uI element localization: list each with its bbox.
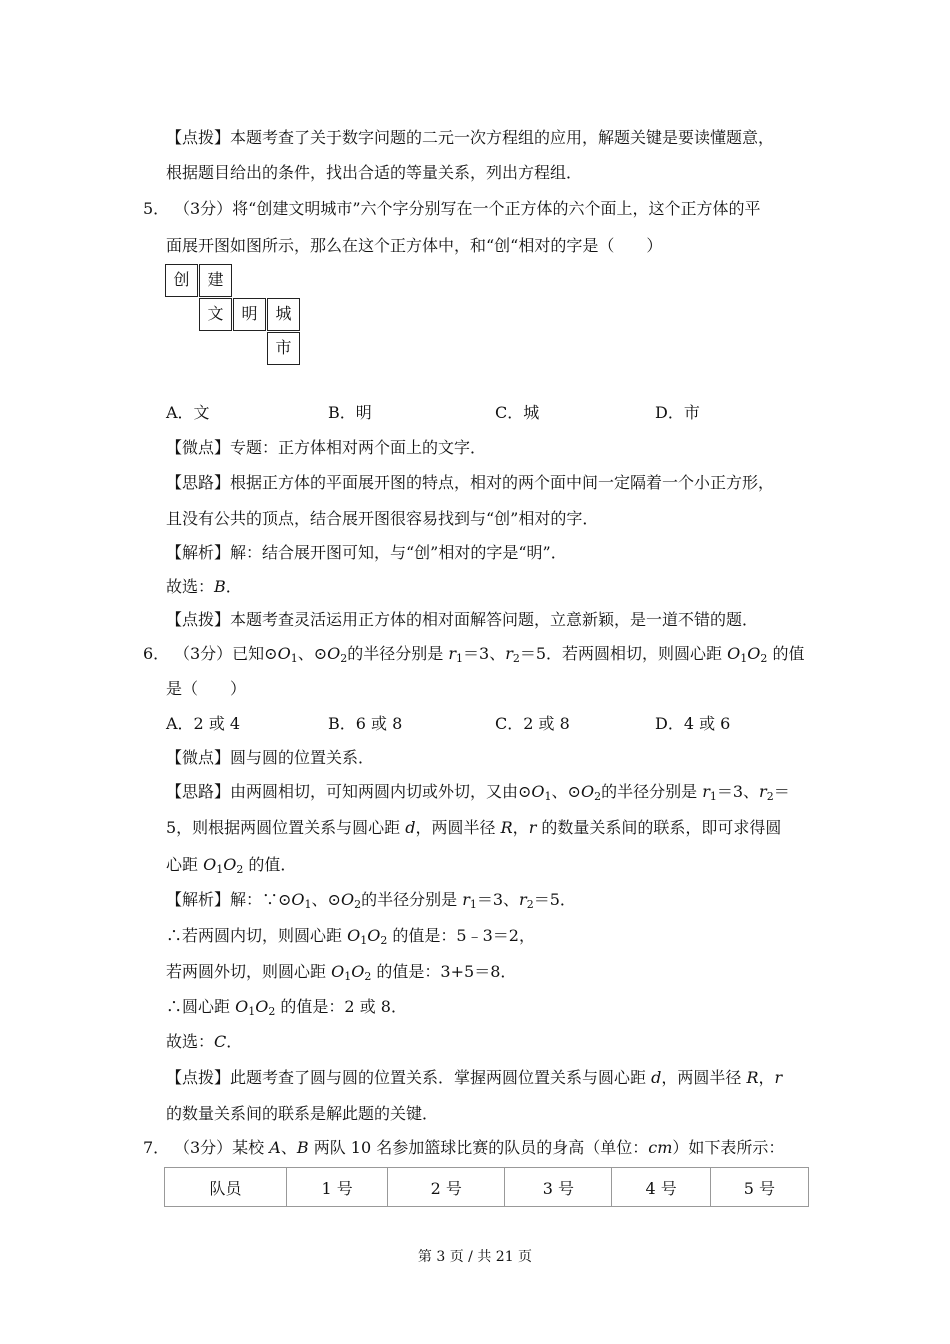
table-header-cell: 4 号 <box>612 1168 710 1207</box>
q5-option-b: B．明 <box>328 403 372 422</box>
q5-silu-line2: 且没有公共的顶点，结合展开图很容易找到与“创”相对的字． <box>166 509 599 528</box>
q6-weidian: 【微点】圆与圆的位置关系． <box>166 748 375 767</box>
q6-option-c: C．2 或 8 <box>495 714 570 733</box>
q5-jiexi: 【解析】解：结合展开图可知，与“创”相对的字是“明”． <box>166 543 567 562</box>
height-table <box>164 1167 809 1207</box>
q6-jiexi-line4: ∴圆心距 $O_1O_2$ 的值是：2 或 8． <box>166 997 407 1018</box>
q6-option-d: D．4 或 6 <box>655 714 731 733</box>
question-5-number: 5． <box>143 199 170 218</box>
q6-silu-line3: 心距 $O_1O_2$ 的值． <box>166 855 297 876</box>
net-face-chuang: 创 <box>165 264 198 297</box>
q5-option-a: A．文 <box>166 403 210 422</box>
q6-jiexi-line3: 若两圆外切，则圆心距 $O_1O_2$ 的值是：3+5＝8． <box>166 962 517 983</box>
q6-answer: 故选：C． <box>166 1032 243 1051</box>
q5-silu-line1: 【思路】根据正方体的平面展开图的特点，相对的两个面中间一定隔着一个小正方形， <box>166 473 775 492</box>
hint-paragraph-line2: 根据题目给出的条件，找出合适的等量关系，列出方程组． <box>166 163 583 182</box>
table-header-cell: 1 号 <box>287 1168 388 1207</box>
q6-option-b: B．6 或 8 <box>328 714 403 733</box>
question-6-stem-line2: 是（ ） <box>166 679 247 698</box>
question-7-stem: （3分）某校 A、B 两队 10 名参加篮球比赛的队员的身高（单位：cm）如下表所示： <box>174 1138 785 1157</box>
table-header-cell: 队员 <box>165 1168 287 1207</box>
q6-dianbo-line2: 的数量关系间的联系是解此题的关键． <box>166 1104 439 1123</box>
hint-paragraph-line1: 【点拨】本题考查了关于数字问题的二元一次方程组的应用，解题关键是要读懂题意， <box>166 128 775 147</box>
q5-dianbo: 【点拨】本题考查灵活运用正方体的相对面解答问题，立意新颖，是一道不错的题． <box>166 610 759 629</box>
net-face-wen: 文 <box>199 298 232 331</box>
cube-net-figure <box>165 264 305 368</box>
table-row <box>165 1168 809 1207</box>
q5-answer: 故选：B． <box>166 577 242 596</box>
question-7-number: 7． <box>143 1138 170 1157</box>
q6-silu-line1: 【思路】由两圆相切，可知两圆内切或外切，又由$⊙O_1$、$⊙O_2$的半径分别是 $r_1=3$、$r_2=$ <box>166 782 790 803</box>
question-5-stem-line2: 面展开图如图所示，那么在这个正方体中，和“创“相对的字是（ ） <box>166 236 663 255</box>
net-face-jian: 建 <box>199 264 232 297</box>
q6-jiexi-line2: ∴若两圆内切，则圆心距 $O_1O_2$ 的值是：5﹣3＝2， <box>166 926 535 947</box>
table-header-cell: 5 号 <box>710 1168 808 1207</box>
question-5-stem-line1: （3分）将“创建文明城市”六个字分别写在一个正方体的六个面上，这个正方体的平 <box>174 199 761 218</box>
q6-dianbo-line1: 【点拨】此题考查了圆与圆的位置关系．掌握两圆位置关系与圆心距 d，两圆半径 R，r <box>166 1068 783 1087</box>
q6-silu-line2: 5，则根据两圆位置关系与圆心距 d，两圆半径 R，r 的数量关系间的联系，即可求得圆 <box>166 818 782 837</box>
q5-option-c: C．城 <box>495 403 540 422</box>
net-face-cheng: 城 <box>267 298 300 331</box>
question-6-number: 6． <box>143 644 170 663</box>
net-face-shi: 市 <box>267 332 300 365</box>
table-header-cell: 2 号 <box>388 1168 505 1207</box>
q6-jiexi-line1: 【解析】解：$\because⊙O_1$、$⊙O_2$的半径分别是 $r_1=3$、$r_2=5$． <box>166 890 576 911</box>
q5-weidian: 【微点】专题：正方体相对两个面上的文字． <box>166 438 487 457</box>
question-6-stem-line1: （3分）已知$⊙O_1$、$⊙O_2$的半径分别是 $r_1=3$、$r_2=5$．若两圆相切，则圆心距 $O_1O_2$ 的值 <box>174 644 805 665</box>
net-face-ming: 明 <box>233 298 266 331</box>
page-footer: 第 3 页 / 共 21 页 <box>417 1249 533 1265</box>
q5-option-d: D．市 <box>655 403 700 422</box>
table-header-cell: 3 号 <box>505 1168 612 1207</box>
q6-option-a: A．2 或 4 <box>166 714 241 733</box>
